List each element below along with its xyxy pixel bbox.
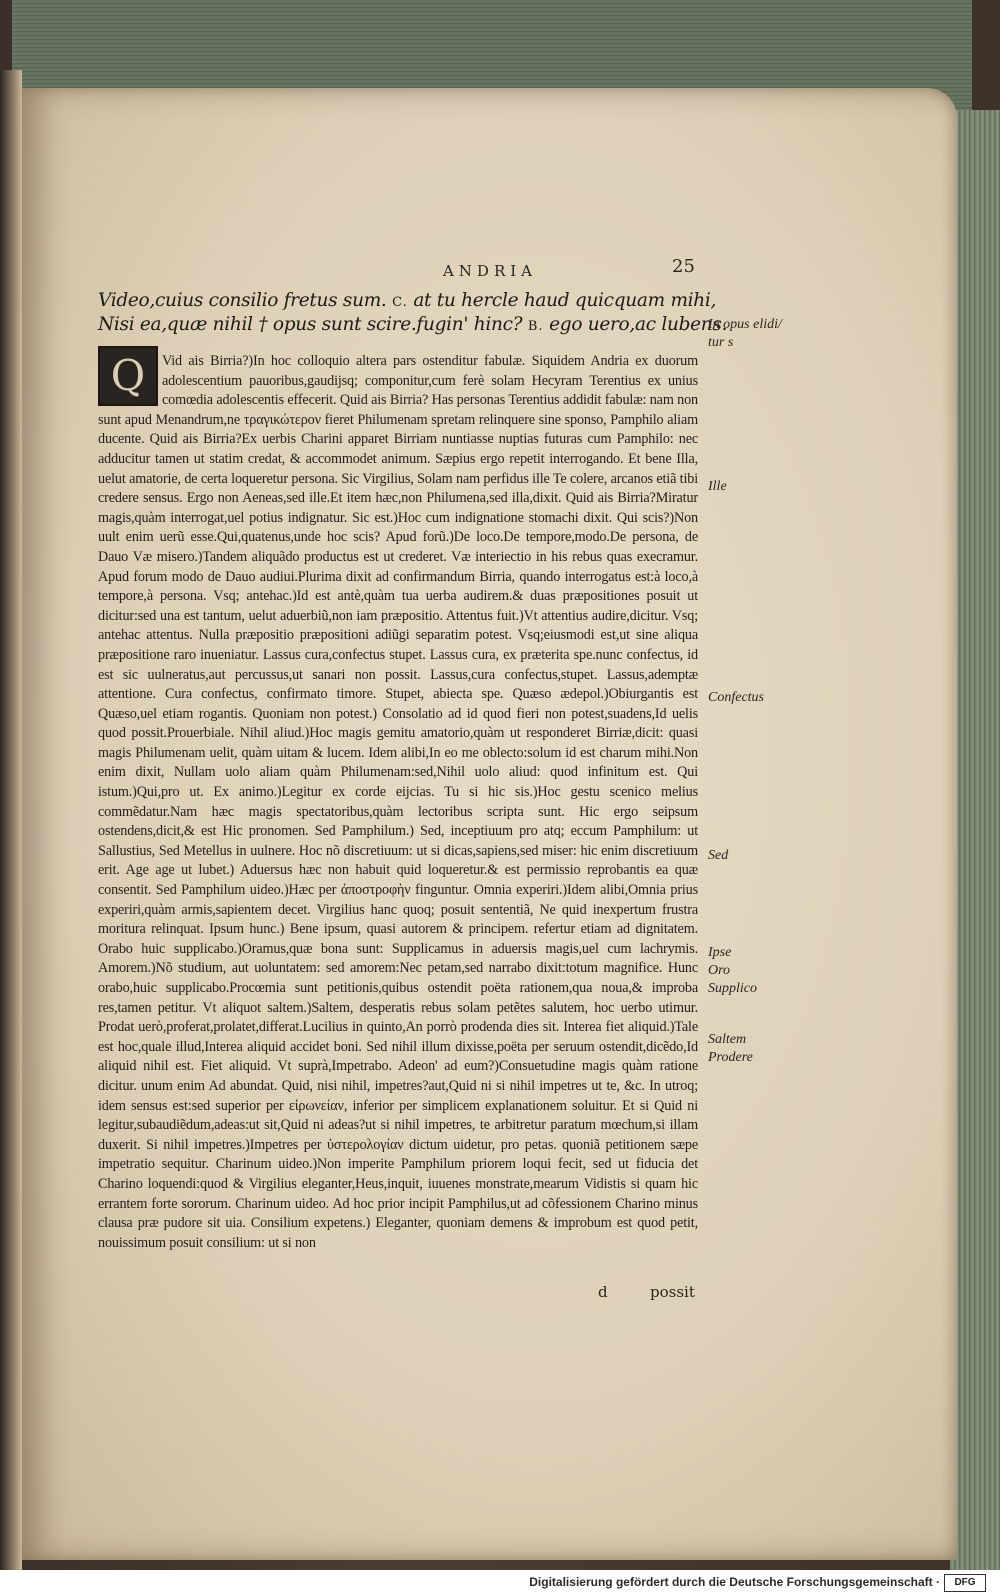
running-head: ANDRIA: [442, 262, 538, 280]
left-page-gutter: [0, 70, 22, 1570]
verse-line-1: [98, 290, 717, 311]
margin-note-opus: In opus elidi/ tur s: [708, 317, 782, 350]
dfg-logo: DFG: [944, 1574, 986, 1592]
verse-line-1-rest: at tu hercle haud quicquam mihi,: [413, 290, 717, 311]
footer-credit: Digitalisierung gefördert durch die Deutsche Forschungsgemeinschaft ·: [529, 1575, 940, 1589]
margin-note-sed: Sed: [708, 848, 729, 863]
catchword: possit: [650, 1283, 695, 1301]
margin-note-confectus: Confectus: [708, 690, 764, 705]
margin-note-saltem-prodere: Saltem Prodere: [708, 1032, 753, 1065]
decorated-initial: Q: [98, 346, 158, 406]
verse-line-2-rest: ego uero,ac lubens.: [549, 314, 728, 335]
footer-bar: [0, 1570, 1000, 1596]
margin-note-ipse-oro-supplico: Ipse Oro Supplico: [708, 945, 757, 996]
verse-line-2: [98, 314, 728, 335]
verse-line-1-text: Video,cuius consilio fretus sum.: [98, 290, 387, 311]
commentary-block: [98, 352, 698, 1253]
margin-note-ille: Ille: [708, 479, 727, 494]
page-block-right-edge: [950, 110, 1000, 1570]
verse-line-2-text: Nisi ea,quæ nihil † opus sunt scire.fugin' hinc?: [98, 314, 523, 335]
speaker-marker-b: B.: [527, 319, 544, 334]
commentary-text: Vid ais Birria?)In hoc colloquio altera pars ostenditur fabulæ. Siquidem Andria ex duorum adolescentium pauoribus,gaudijsq; componitur,cum ferè solam Hecyram Terentius ex unius comœdia adolescentis effecerit. Quid ais Birria? Has personas Terentius addidit fabulæ: nam non sunt apud Menandrum,ne τραγικώτερον fieret Philumenam spretam relinquere sine sponso, Pamphilo aliam ducente. Quid ais Birria?Ex uerbis Charini apparet Birriam nuntiasse nuptias futuras cum Pamphilo: nec adducitur tamen ut statim credat, & accommodet animum. Sæpius ergo repetit interrogando. Et bene Illa, uelut amatorie, de certa loqueretur persona. Sic Virgilius, Solam nam perfidus ille Te colere, arcanos etiã tibi credere sensus. Ergo non Aeneas,sed ille.Et item hæc,non Philumena,sed illa,dixit. Quid ais Birria?Miratur magis,quàm interrogat,uel potius indignatur. Sic est.)Hoc cum indignatione stomachi dixit. Qui scis?)Non uult enim uerũ esse.Qui,quatenus,unde hoc scis? Apud forũ.)De loco.De tempore,modo.De persona, de Dauo Væ misero.)Tandem aliquãdo productus est ut crederet. Væ interiectio in his rebus quas execramur. Apud forum modo de Dauo audiui.Plurima dixit ad confirmandum Birria, quando interrogatus est:à loco,à tempore,à persona. Vsq; antehac.)Id est antè,quàm tua uerba audirem.& duas præpositiones posuit ut dicitur:sed una est tantum, uelut aduerbiũ,non iam præpositio. Attentus fuit.)Vt attentius audire,dicitur. Vsq; antehac attentus. Nulla præpositio præpositioni adiũgi separatim potest. Vsq;eiusmodi est,ut sine aliqua præpositione raro inueniatur. Lassus cura,confectus stupet. Lassus cura, ex præterita spe.nunc confectus, id est sic uulneratus,aut percussus,ut sanari non possit. Lassus,cura confectus,stupet. Lassus,ademptæ attentione. Cura confectus, confirmato timore. Stupet, abiecta spe. Quæso ædepol.)Obiurgantis est Quæso,uel etiam rogantis. Quoniam non potest.) Consolatio ad id quod fieri non potest,suadens,Id uelis quod possit.Prouerbiale. Nihil aliud.)Hoc magis gemitu amatorio,quàm ut responderet Birriæ,dicit: quasi magis Philumenam uelit, quàm uitam & lucem. Idem alibi,In eo me oblecto:solum id est charum mihi.Non enim dixit, Nullam uolo aliam quàm Philumenam:sed,Nihil uolo aliud: quod infinitum est. Qui istum.)Qui,pro ut. Ex animo.)Legitur ex corde eijcias. Tu si hic sis.)Hoc gestu scenico melius commẽdatur.Nam hæc magis spectatoribus,quàm lectoribus scripta sunt. Hic ergo seipsum ostendens,dicit,& est Hic pronomen. Sed Pamphilum.) Sed, inceptiuum pro atq; eccum Pamphilum: ut Sallustius, Sed Metellus in uulnere. Hoc nõ discretiuum: ut si dicas,sapiens,sed miser: hic enim discretiuum erit. Age age ut lubet.) Aduersus hæc non habuit quid loqueretur.& est permissio reprobantis ea quæ consentit. Sed Pamphilum uideo.)Hæc per ἀποστροφὴν finguntur. Omnia experiri.)Idem alibi,Omnia prius experiri,quàm armis,sapientem decet. Virgilius hanc quoq; posuit sententiã, Ne quid inexpertum frustra moritura relinquat. Ipsum hunc.) Bene ipsum, quasi autorem & principem. refertur etiam ad dignitatem. Orabo huic supplicabo.)Oramus,quæ bona sunt: Supplicamus in aduersis magis,uel cum lachrymis. Amorem.)Nõ studium, aut uoluntatem: sed amorem:Nec petam,sed narrabo dixit:totum magnifice. Hunc orabo,huic supplicabo.Procœmia sunt petitionis,quibus ostendit poëta rationem,qua noua,& improba res,tamen petitur. Vt aliquot saltem.)Saltem, desperatis rebus solam petẽtes salutem, hoc uerbo utimur. Prodat uerò,proferat,prolatet,differat.Lucilius in quinto,An porrò prodenda dies sit. Interea fiet aliquid.)Tale est hoc,quale illud,Interea aliquid accidet boni. Sed nihil illum dixisse,poëta per seruum ostendit,dicẽdo,Id aliquid nihil est. Fiet aliquid. Vt suprà,Impetrabo. Adeon' ad eum?)Consuetudine magis quàm ratione dicitur. unum enim Ad abundat. Quid, nisi nihil, impetres?aut,Quid ni si nihil impetres ut te, &c. In utroq; idem sensus est:sed superior per εἰρωνείαν, inferior per simplicem explanationem soluitur. Et si Quid ni legitur,subaudiẽdum,adeas:ut sit,Quid ni adeas?ut si nihil impetres, te arbitretur paratum mœchum,si illam duxerit. Si nihil impetres.)Impetres per ὑστερολογίαν dictum uidetur, pro petas. quoniã petitionem sæpe impetratio sequitur. Charinum uideo.)Non imperite Pamphilum priorem loqui fecit, sed ut fiducia det Charino loquendi:quod & Virgilius eleganter,Heus,inquit, iuuenes monstrate,mearum Vidistis si quam hic errantem forte sororum. Charinum uideo. Ad hoc prior incipit Pamphilus,ut ad cõfessionem Charino minus clausa præ pudore sit uia. Consilium expetens.) Eleganter, quoniam demens & improbum est quod petit, nouissimum posuit consilium: ut si non: [98, 353, 698, 1251]
signature-mark: d: [598, 1283, 608, 1301]
page-number: 25: [672, 256, 695, 277]
speaker-marker-c: C.: [392, 295, 408, 310]
